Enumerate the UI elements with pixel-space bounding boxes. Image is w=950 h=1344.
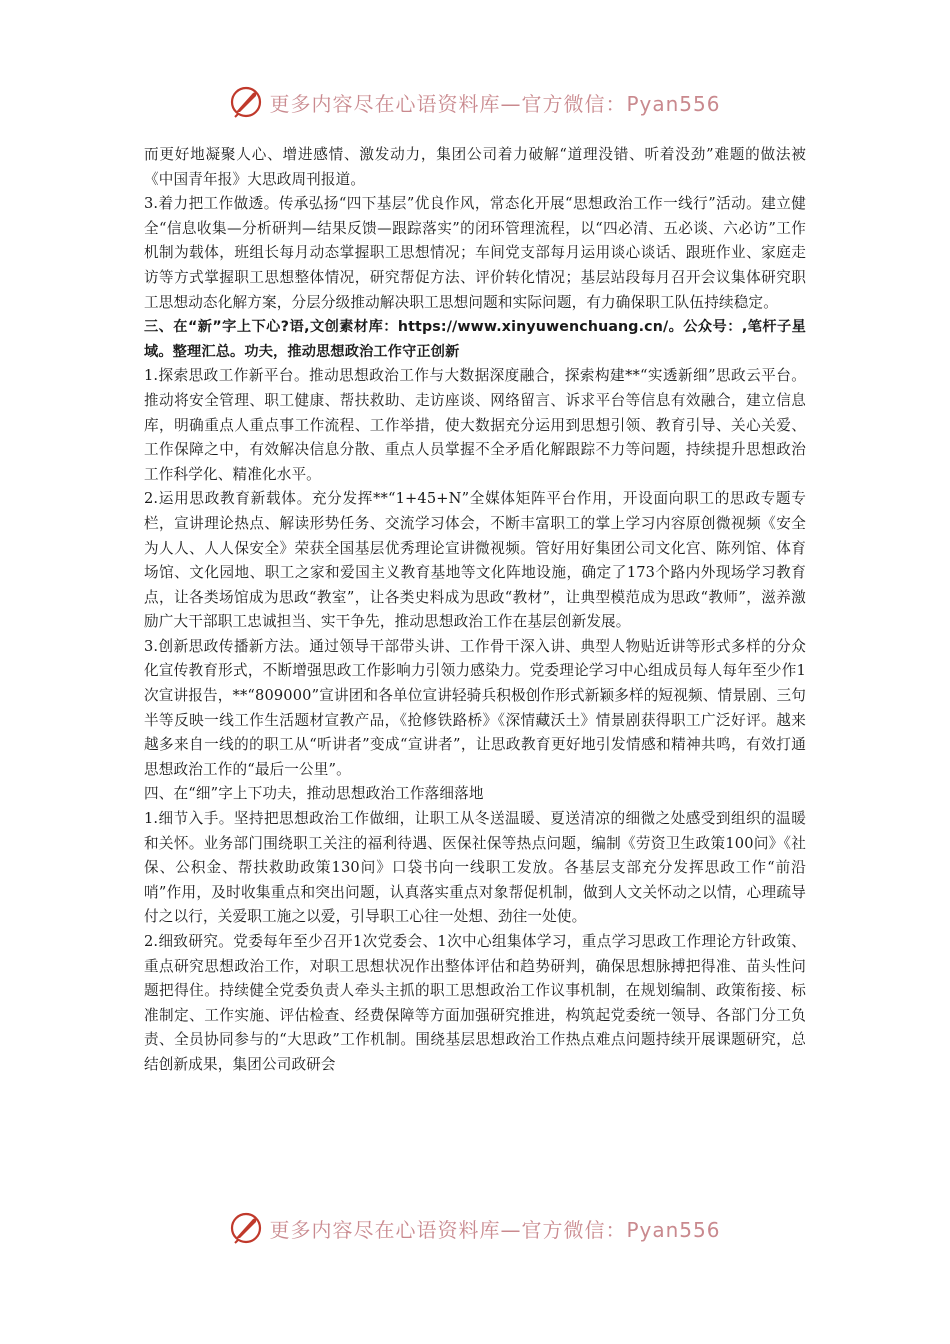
quill-logo-icon xyxy=(229,1211,263,1245)
header-banner xyxy=(0,82,950,122)
banner-text: 更多内容尽在心语资料库—官方微信：Pyan556 xyxy=(269,1217,721,1242)
document-body xyxy=(144,143,806,1078)
paragraph: 3.着力把工作做透。传承弘扬“四下基层”优良作风，常态化开展“思想政治工作一线行”活动。建立健全“信息收集—分析研判—结果反馈—跟踪落实”的闭环管理流程，以“四必清、五必谈、六必访”工作机制为载体，班组长每月动态掌握职工思想情况；车间党支部每月运用谈心谈话、跟班作业、家庭走访等方式掌握职工思想整体情况，研究帮促方法、评价转化情况；基层站段每月召开会议集体研究职工思想动态化解方案，分层分级推动解决职工思想问题和实际问题，有力确保职工队伍持续稳定。 xyxy=(144,195,806,311)
paragraph: 1.细节入手。坚持把思想政治工作做细，让职工从冬送温暖、夏送清凉的细微之处感受到组织的温暖和关怀。业务部门围绕职工关注的福利待遇、医保社保等热点问题，编制《劳资卫生政策100问》《社保、公积金、帮扶救助政策130问》口袋书向一线职工发放。各基层支部充分发挥思政工作“前沿哨”作用，及时收集重点和突出问题，认真落实重点对象帮促机制，做到人文关怀动之以情，心理疏导付之以行，关爱职工施之以爱，引导职工心往一处想、劲往一处使。 xyxy=(144,810,806,926)
paragraph: 2.细致研究。党委每年至少召开1次党委会、1次中心组集体学习，重点学习思政工作理论方针政策、重点研究思想政治工作，对职工思想状况作出整体评估和趋势研判，确保思想脉搏把得准、苗头性问题把得住。持续健全党委负责人牵头主抓的职工思想政治工作议事机制，在规划编制、政策衔接、标准制定、工作实施、评估检查、经费保障等方面加强研究推进，构筑起党委统一领导、各部门分工负责、全员协同参与的“大思政”工作机制。围绕基层思想政治工作热点难点问题持续开展课题研究，总结创新成果，集团公司政研会 xyxy=(144,933,806,1073)
section-heading: 三、在“新”字上下心?语,文创素材库：https://www.xinyuwenchuang.cn/。公众号：,笔杆子星域。整理汇总。功夫，推动思想政治工作守正创新 xyxy=(144,319,806,360)
quill-logo-icon xyxy=(229,85,263,119)
paragraph: 而更好地凝聚人心、增进感情、激发动力，集团公司着力破解“道理没错、听着没劲”难题的做法被《中国青年报》大思政周刊报道。 xyxy=(144,146,806,188)
paragraph: 2.运用思政教育新载体。充分发挥**“1+45+N”全媒体矩阵平台作用，开设面向职工的思政专题专栏，宣讲理论热点、解读形势任务、交流学习体会，不断丰富职工的掌上学习内容原创微视频《安全为人人、人人保安全》荣获全国基层优秀理论宣讲微视频。管好用好集团公司文化宫、陈列馆、体育场馆、文化园地、职工之家和爱国主义教育基地等文化阵地设施，确定了173个路内外现场学习教育点，让各类场馆成为思政“教室”，让各类史料成为思政“教材”，让典型模范成为思政“教师”，滋养激励广大干部职工忠诚担当、实干争先，推动思想政治工作在基层创新发展。 xyxy=(144,490,806,631)
footer-banner xyxy=(0,1208,950,1248)
paragraph: 1.探索思政工作新平台。推动思想政治工作与大数据深度融合，探索构建**“实透新细”思政云平台。推动将安全管理、职工健康、帮扶救助、走访座谈、网络留言、诉求平台等信息有效融合，建立信息库，明确重点人重点事工作流程、工作举措，使大数据充分运用到思想引领、教育引导、关心关爱、工作保障之中，有效解决信息分散、重点人员掌握不全矛盾化解跟踪不力等问题，持续提升思想政治工作科学化、精准化水平。 xyxy=(144,367,806,483)
paragraph: 3.创新思政传播新方法。通过领导干部带头讲、工作骨干深入讲、典型人物贴近讲等形式多样的分众化宣传教育形式，不断增强思政工作影响力引领力感染力。党委理论学习中心组成员每人每年至少作1次宣讲报告，**“809000”宣讲团和各单位宣讲轻骑兵积极创作形式新颖多样的短视频、情景剧、三句半等反映一线工作生活题材宣教产品，《抢修铁路桥》《深情藏沃土》情景剧获得职工广泛好评。越来越多来自一线的的职工从“听讲者”变成“宣讲者”，让思政教育更好地引发情感和精神共鸣，有效打通思想政治工作的“最后一公里”。 xyxy=(144,637,806,778)
section-heading: 四、在“细”字上下功夫，推动思想政治工作落细落地 xyxy=(144,785,484,803)
banner-text: 更多内容尽在心语资料库—官方微信：Pyan556 xyxy=(269,91,721,116)
